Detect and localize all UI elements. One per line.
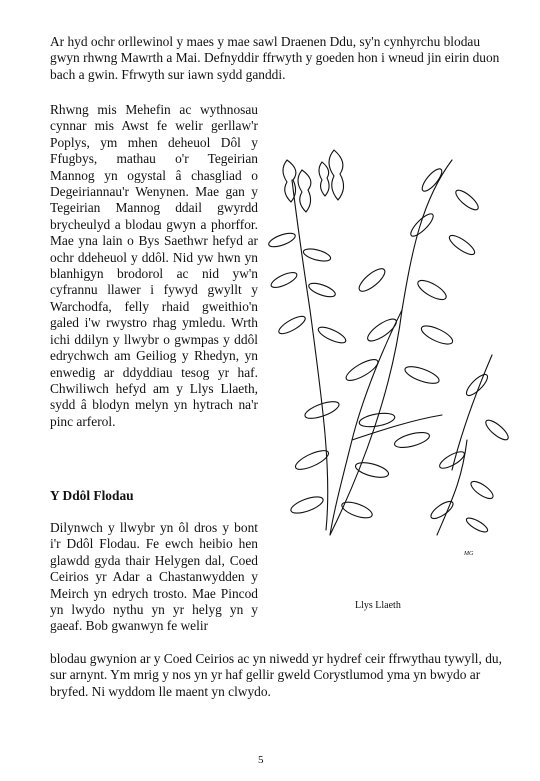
intro-line: Ar hyd ochr orllewinol y maes y mae sawl Draenen Ddu, sy'n cynhyrchu blodau xyxy=(50,34,481,49)
leaflets xyxy=(267,166,511,534)
figure-caption: Llys Llaeth xyxy=(355,600,401,611)
intro-paragraph xyxy=(50,34,506,83)
continuation-line: blodau gwynion ar y Coed Ceirios ac yn niwedd yr hydref ceir ffrwythau tywyll, du, xyxy=(50,651,502,666)
flower-meadow-continuation xyxy=(50,651,506,700)
flower-meadow-paragraph: Dilynwch y llwybr yn ôl dros y bont i'r Ddôl Flodau. Fe ewch heibio hen glawdd gyda thair Helygen dal, Coed Ceirios yr Adar a Chastanwydden y Meirch yn edrych trosto. Mae Pincod yn lwydo nythu yn yr helyg yn y gaeaf. Bob gwanwyn fe welir xyxy=(50,520,258,634)
intro-line: gwyn rhwng Mawrth a Mai. Defnyddir ffrwyth y goeden hon i wneud jin eirin duon xyxy=(50,50,500,66)
section-heading: Y Ddôl Flodau xyxy=(50,488,134,503)
intro-line: bach a gwin. Ffrwyth sur iawn sydd ganddi. xyxy=(50,66,286,82)
continuation-line: sur arnynt. Ym mrig y nos yn yr haf gellir gweld Corystlumod yma yn bwydo ar xyxy=(50,667,481,683)
page-number: 5 xyxy=(258,754,264,766)
milk-vetch-illustration xyxy=(262,140,512,580)
illustrator-initials: MG xyxy=(464,551,474,557)
continuation-line: bryfed. Ni wyddom lle maent yn clwydo. xyxy=(50,683,271,699)
orchid-paragraph: Rhwng mis Mehefin ac wythnosau cynnar mis Awst fe welir gerllaw'r Poplys, ym mhen deheuol Dôl y Ffugbys, mathau o'r Tegeirian Mannog yn ogystal â chasgliad o Degeiriannau'r Wenynen. Mae gan y Tegeirian Mannog ddail gwyrdd brycheulyd a blodau gwyn a phorffor. Mae yna lain o Bys Saethwr hefyd ar ochr ddeheuol y ddôl. Nid yw hwn yn blanhigyn brodorol ac nid yw'n cyfrannu llawer i fywyd gwyllt y Warchodfa, felly rhaid gweithio'n galed i'w rwystro rhag ymledu. Wrth ichi ddilyn y llwybr o gwmpas y ddôl edrychwch am Geiliog y Rhedyn, yn enwedig ar ddyddiau tesog yr haf. Chwiliwch hefyd am y Llys Llaeth, sydd â blodyn melyn yn hytrach na'r pinc arferol. xyxy=(50,102,258,429)
